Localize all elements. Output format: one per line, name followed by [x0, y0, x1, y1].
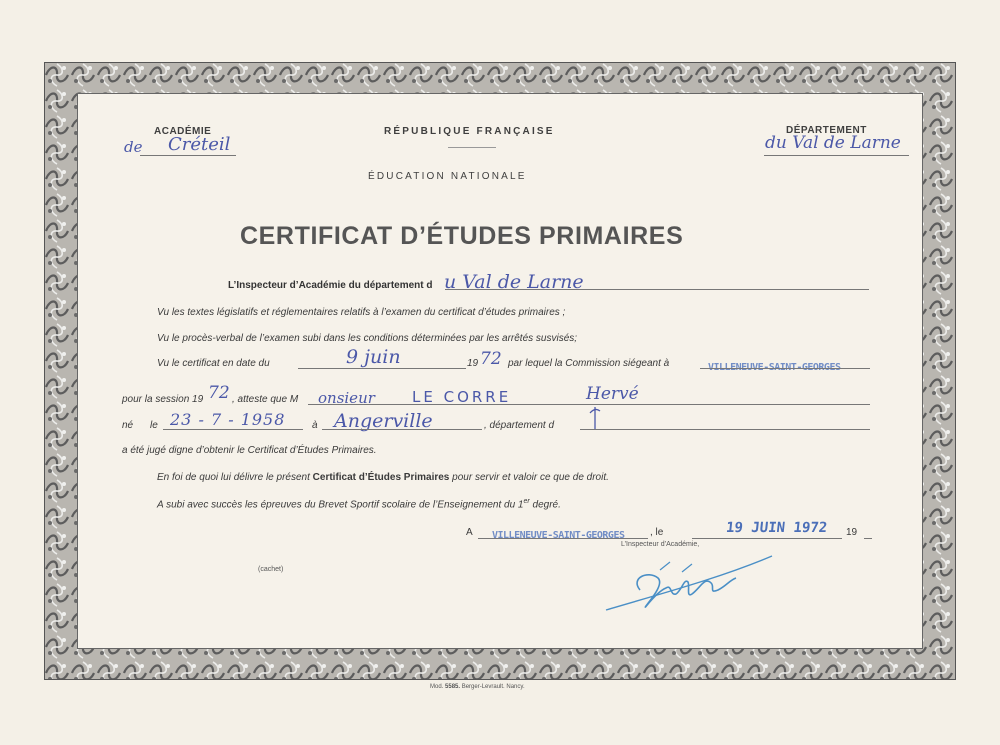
- commission-stamp: VILLENEUVE-SAINT-GEORGES: [708, 362, 841, 373]
- birth-place: Angerville: [334, 410, 433, 432]
- surname: LE CORRE: [412, 388, 512, 406]
- brevet-text: A subi avec succès les épreuves du Brevet Sportif scolaire de l’Enseignement du 1: [157, 499, 524, 511]
- en-foi-post: pour servir et valoir ce que de droit.: [452, 472, 609, 483]
- vu-proces: Vu le procès-verbal de l’examen subi dans les conditions déterminées par les arrêtés susvisés;: [157, 333, 578, 344]
- civility: onsieur: [318, 389, 375, 407]
- date-stamp: 19 JUIN 1972: [725, 520, 828, 536]
- year-suffix: 19: [846, 527, 858, 538]
- academie-line: [140, 155, 236, 156]
- le-footer-label: , le: [650, 527, 664, 538]
- juge-digne: a été jugé digne d’obtenir le Certificat d’Études Primaires.: [122, 445, 377, 456]
- date-line: [692, 538, 842, 539]
- ne-label: né: [122, 420, 134, 431]
- inspecteur-signature: [600, 548, 780, 624]
- brevet-sup: er: [523, 498, 530, 505]
- en-foi-bold: Certificat d’Études Primaires: [312, 472, 450, 483]
- republique-label: RÉPUBLIQUE FRANÇAISE: [384, 126, 555, 137]
- departement-d: , département d: [484, 420, 555, 431]
- session-label: pour la session 19: [122, 394, 204, 405]
- birth-place-line: [322, 429, 482, 430]
- commission-line: [700, 368, 870, 369]
- a-footer-label: A: [466, 527, 473, 538]
- certificat-year: 72: [480, 349, 502, 369]
- departement-line: [764, 155, 909, 156]
- header-divider: [448, 147, 496, 148]
- brevet-post: degré.: [532, 499, 561, 511]
- place-stamp: VILLENEUVE-SAINT-GEORGES: [492, 530, 625, 541]
- atteste-label: , atteste que M: [232, 394, 299, 405]
- inspecteur-label: L’Inspecteur d’Académie du département d: [228, 280, 433, 291]
- certificat-date: 9 juin: [346, 346, 401, 368]
- birth-dept-line: [580, 429, 870, 430]
- inspecteur-line: [445, 289, 869, 290]
- session-year: 72: [208, 383, 230, 403]
- en-foi-pre: En foi de quoi lui délivre le présent: [157, 472, 310, 483]
- mod-number: 5585.: [445, 684, 461, 690]
- departement-value: du Val de Larne: [765, 133, 901, 153]
- year-prefix: 19: [467, 358, 479, 369]
- vu-textes: Vu les textes législatifs et réglementaires relatifs à l’examen du certificat d’études primaires ;: [157, 307, 566, 318]
- handwritten-mark: [588, 405, 602, 431]
- academie-label: ACADÉMIE: [154, 126, 212, 137]
- academie-prefix: de: [124, 138, 143, 156]
- a-label: à: [312, 420, 318, 431]
- year-suffix-line: [864, 538, 872, 539]
- place-line: [478, 538, 648, 539]
- inspecteur-signature-label: L’Inspecteur d’Académie,: [621, 541, 700, 548]
- certificat-date-line: [298, 368, 466, 369]
- printer-label: Berger-Levrault. Nancy.: [461, 684, 525, 690]
- birth-date: 23 - 7 - 1958: [170, 410, 286, 429]
- commission-text: par lequel la Commission siégeant à: [508, 358, 670, 369]
- firstname: Hervé: [586, 384, 639, 404]
- birth-date-line: [163, 429, 303, 430]
- mod-label: Mod.: [430, 684, 444, 690]
- certificate-title: CERTIFICAT D’ÉTUDES PRIMAIRES: [240, 222, 684, 250]
- education-label: ÉDUCATION NATIONALE: [368, 171, 527, 182]
- vu-certificat: Vu le certificat en date du: [157, 358, 270, 369]
- inspecteur-value: u Val de Larne: [444, 271, 584, 293]
- cachet-label: (cachet): [258, 566, 284, 573]
- academie-value: Créteil: [168, 134, 231, 155]
- le-label: le: [150, 420, 158, 431]
- departement-label: DÉPARTEMENT: [786, 125, 867, 136]
